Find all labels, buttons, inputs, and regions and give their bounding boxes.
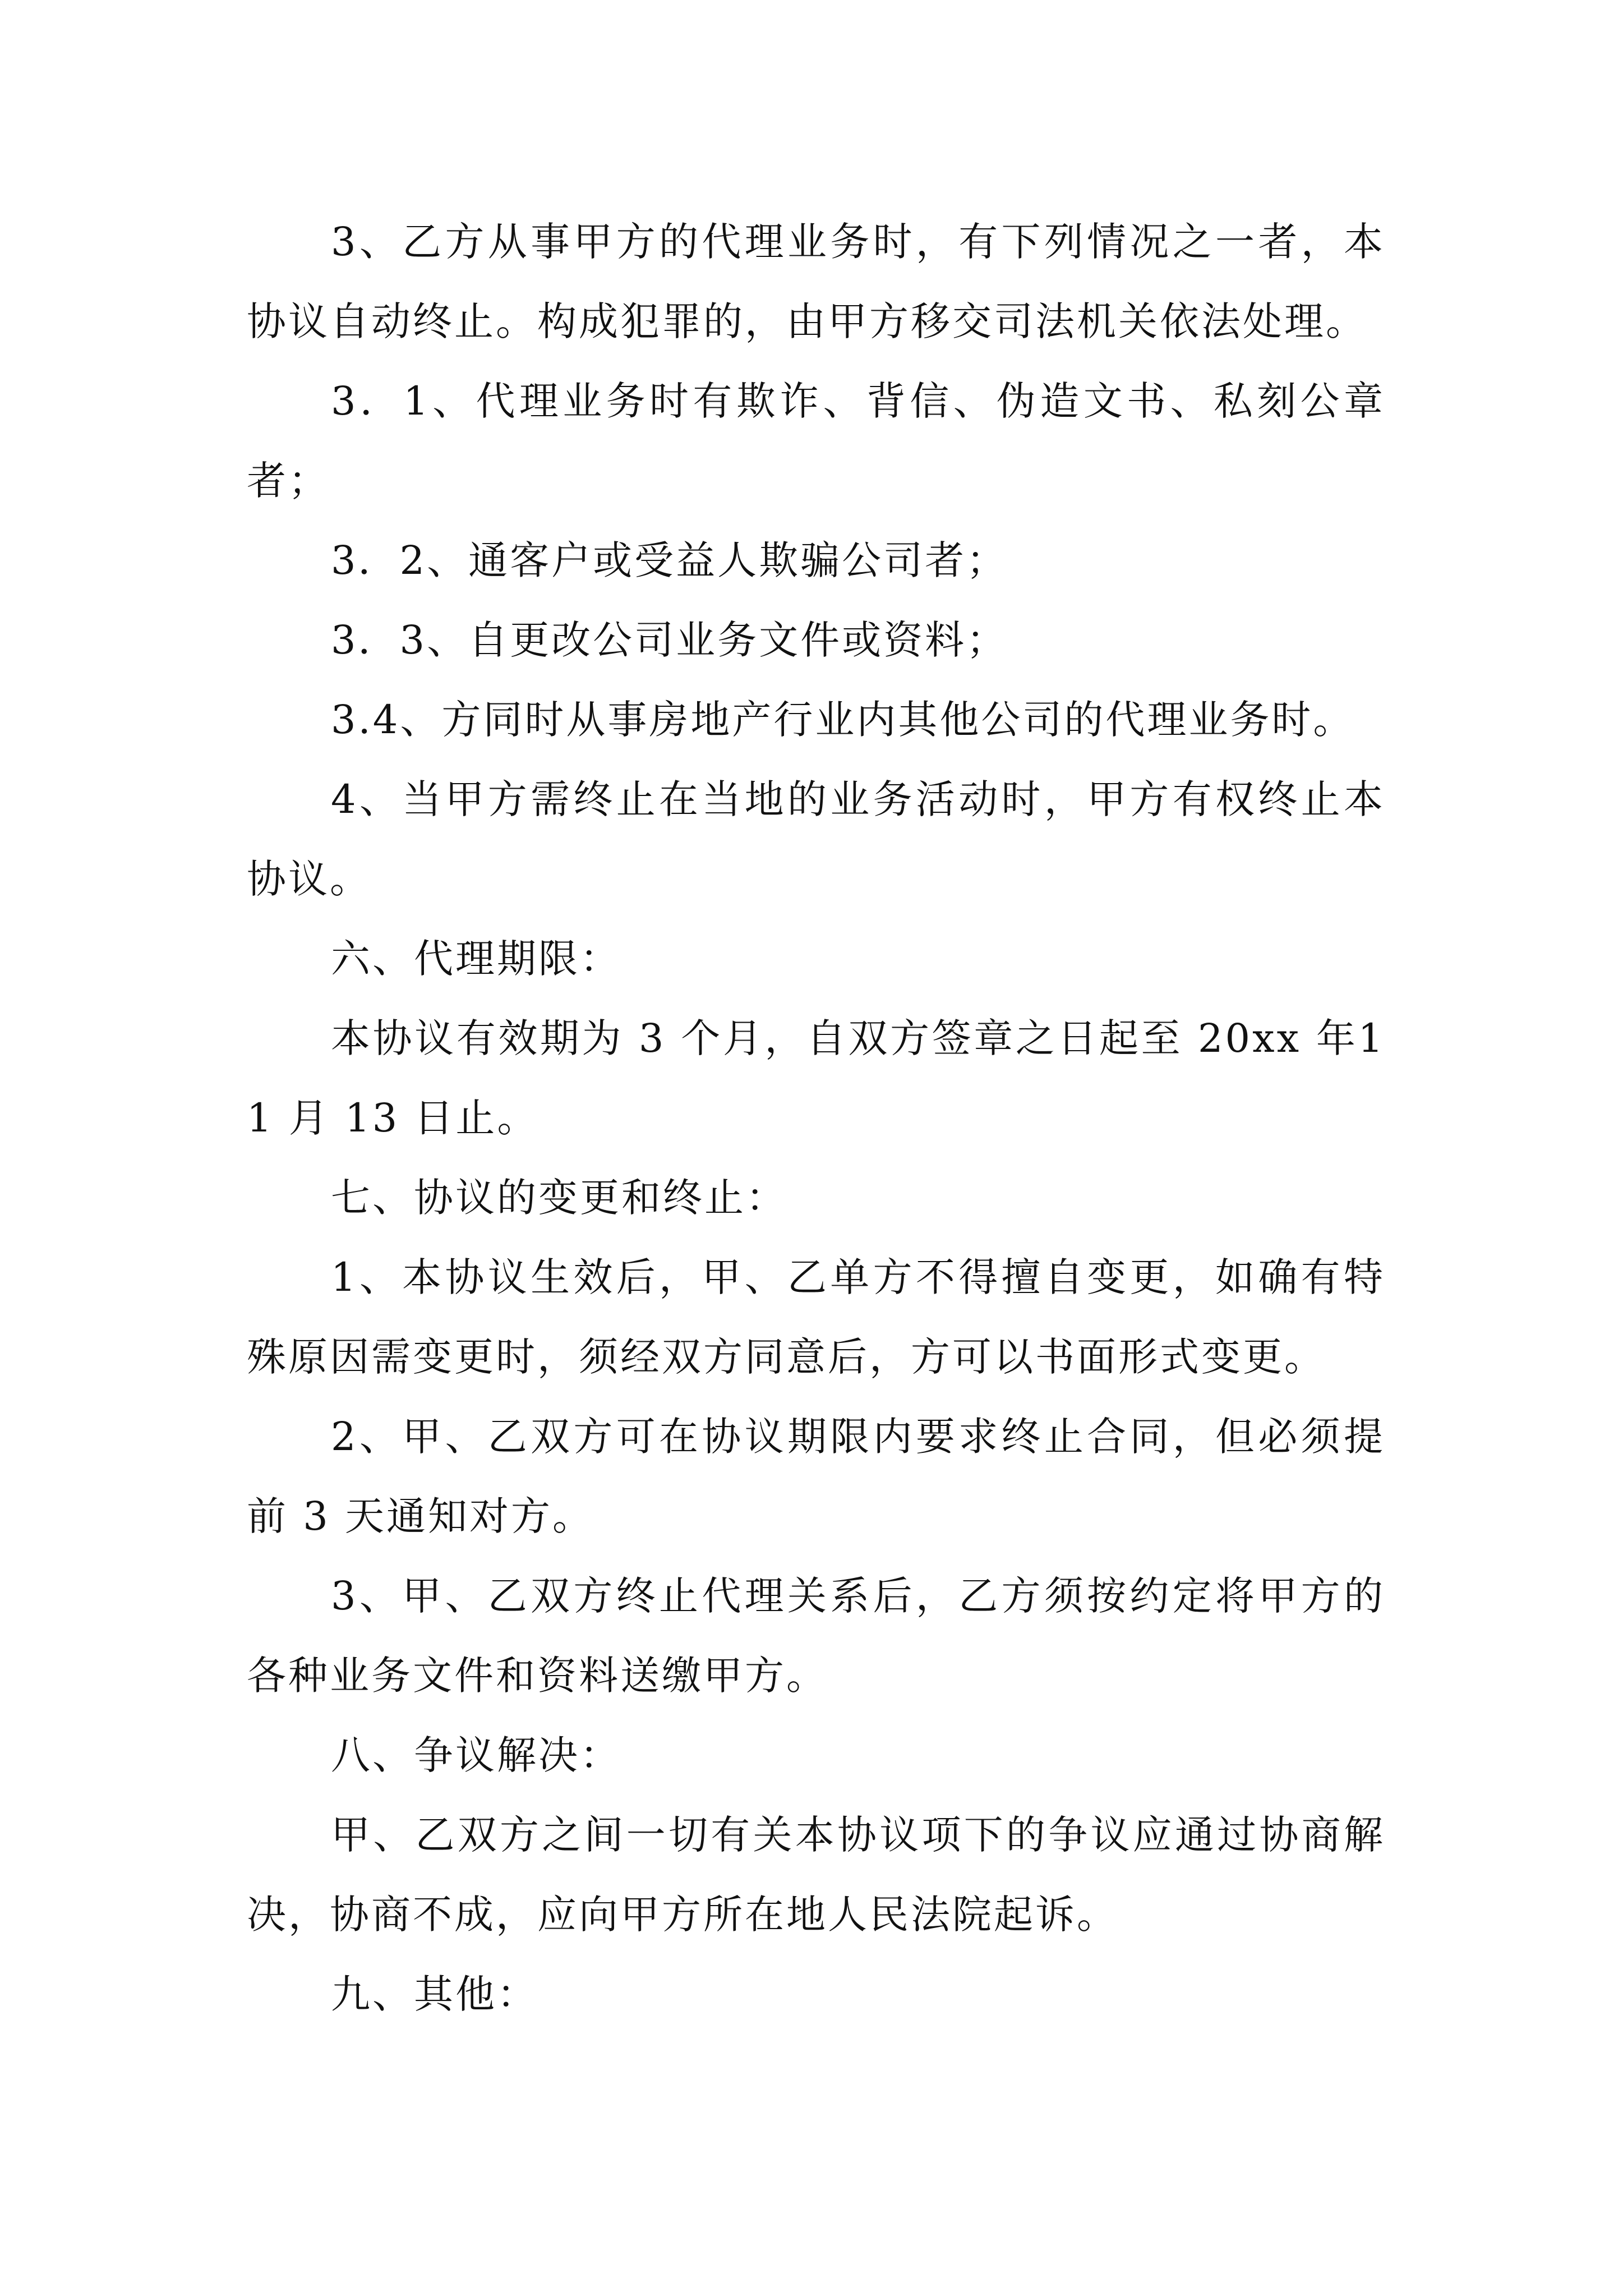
clause-3-4: 3.4、方同时从事房地产行业内其他公司的代理业务时。 xyxy=(331,697,1355,743)
clause-4: 4、当甲方需终止在当地的业务活动时，甲方有权终止本协议。 xyxy=(247,776,1385,902)
clause-3-2: 3．2、通客户或受益人欺骗公司者； xyxy=(331,537,1008,583)
section-heading-other: 九、其他： xyxy=(331,1971,538,2017)
clause-3-3: 3．3、自更改公司业务文件或资料； xyxy=(331,617,1008,663)
dispute-text: 甲、乙双方之间一切有关本协议项下的争议应通过协商解决，协商不成，应向甲方所在地人民法院起诉。 xyxy=(247,1812,1385,1938)
change-clause-3: 3、甲、乙双方终止代理关系后，乙方须按约定将甲方的各种业务文件和资料送缴甲方。 xyxy=(247,1573,1385,1699)
clause-3-termination: 3、乙方从事甲方的代理业务时，有下列情况之一者，本协议自动终止。构成犯罪的，由甲方移交司法机关依法处理。 xyxy=(247,219,1385,344)
section-heading-agency-period: 六、代理期限： xyxy=(331,936,621,982)
document-body xyxy=(247,202,1385,2034)
clause-3-1: 3．1、代理业务时有欺诈、背信、伪造文书、私刻公章者； xyxy=(247,378,1385,504)
change-clause-1: 1、本协议生效后，甲、乙单方不得擅自变更，如确有特殊原因需变更时，须经双方同意后，方可以书面形式变更。 xyxy=(247,1254,1385,1380)
change-clause-2: 2、甲、乙双方可在协议期限内要求终止合同，但必须提前 3 天通知对方。 xyxy=(247,1414,1385,1539)
section-heading-change-termination: 七、协议的变更和终止： xyxy=(331,1175,787,1221)
agency-period-text: 本协议有效期为 3 个月，自双方签章之日起至 20xx 年11 月 13 日止。 xyxy=(247,1015,1385,1141)
section-heading-dispute: 八、争议解决： xyxy=(331,1732,621,1778)
